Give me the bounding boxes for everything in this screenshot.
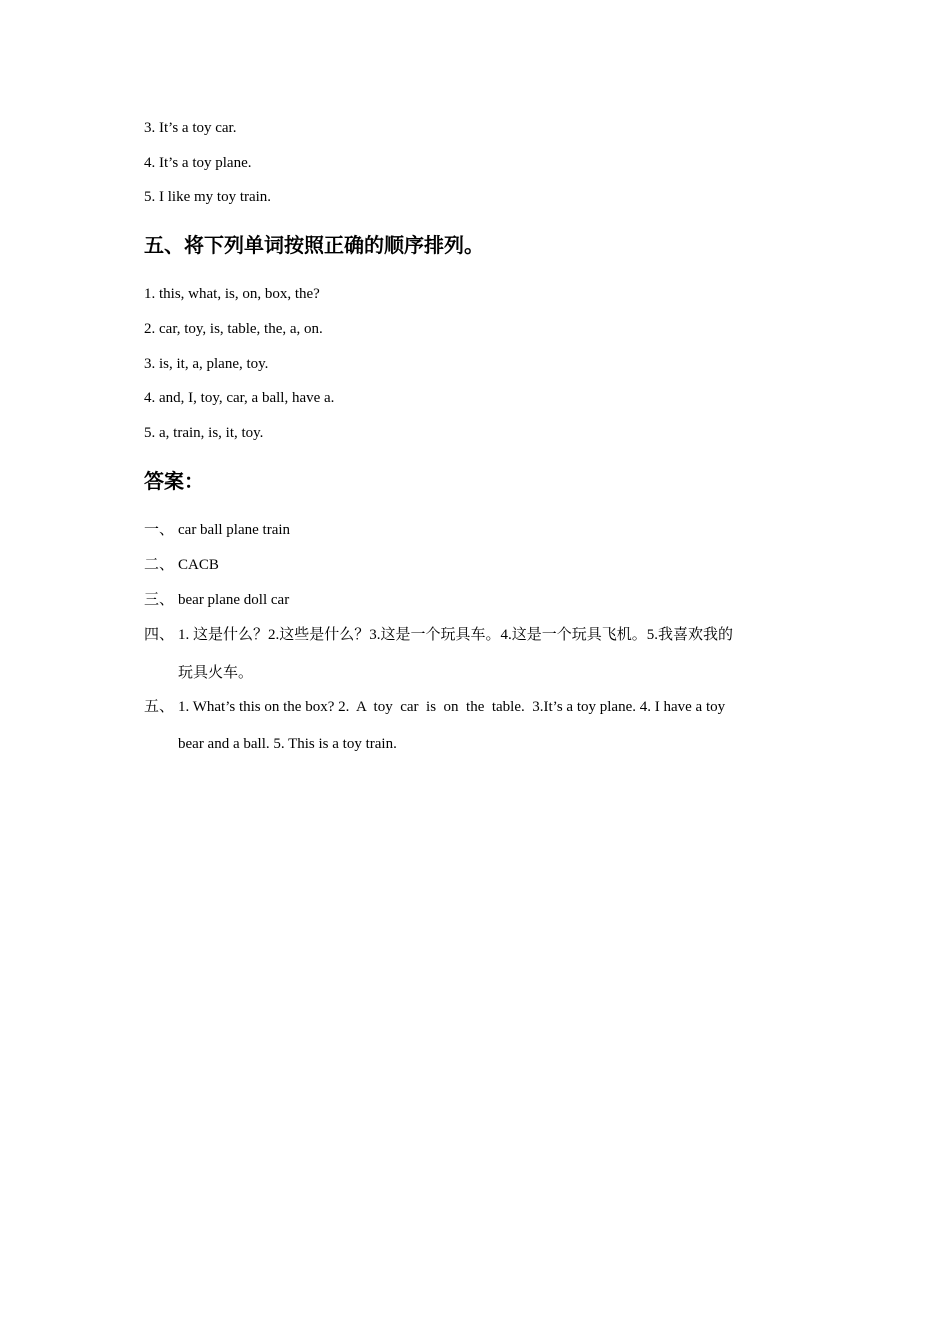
answers-heading: 答案： bbox=[144, 469, 204, 493]
part4-item-4: 4. It’s a toy plane. bbox=[144, 155, 252, 171]
answer-text: 1. 这是什么？2.这些是什么？3.这是一个玩具车。4.这是一个玩具飞机。5.我喜欢我的 bbox=[178, 627, 734, 643]
part5-item-3: 3. is, it, a, plane, toy. bbox=[144, 356, 269, 372]
part5-item-4: 4. and, I, toy, car, a ball, have a. bbox=[144, 390, 335, 406]
part5-item-2: 2. car, toy, is, table, the, a, on. bbox=[144, 321, 323, 337]
answer-text-continuation: 玩具火车。 bbox=[178, 665, 254, 681]
part5-item-1: 1. this, what, is, on, box, the? bbox=[144, 286, 320, 302]
answer-text: CACB bbox=[178, 557, 219, 573]
answer-text: car ball plane train bbox=[178, 522, 291, 538]
answer-number: 五、 bbox=[144, 699, 175, 715]
answer-text: bear plane doll car bbox=[178, 592, 290, 608]
answer-number: 四、 bbox=[144, 627, 175, 643]
answer-row-5 bbox=[144, 697, 806, 755]
answer-number: 三、 bbox=[144, 592, 175, 608]
answer-row-4 bbox=[144, 625, 806, 683]
answer-text: 1. What’s this on the box? 2. A toy car is on the table. 3.It’s a toy plane. 4. I have a toy bbox=[178, 699, 726, 715]
answer-number: 二、 bbox=[144, 557, 175, 573]
answer-row-3 bbox=[144, 590, 806, 610]
answer-row-1 bbox=[144, 520, 806, 540]
part4-item-5: 5. I like my toy train. bbox=[144, 189, 272, 205]
answer-number: 一、 bbox=[144, 522, 175, 538]
answer-row-2 bbox=[144, 555, 806, 575]
answer-text-continuation: bear and a ball. 5. This is a toy train. bbox=[178, 736, 397, 752]
part4-item-3: 3. It’s a toy car. bbox=[144, 120, 237, 136]
part5-item-5: 5. a, train, is, it, toy. bbox=[144, 425, 264, 441]
part5-heading: 五、将下列单词按照正确的顺序排列。 bbox=[144, 233, 484, 257]
